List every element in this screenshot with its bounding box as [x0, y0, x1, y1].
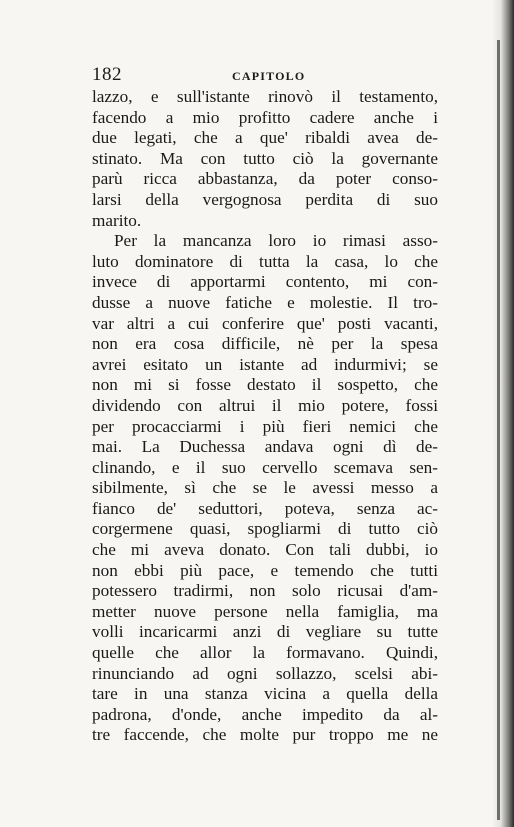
- text-line: larsi della vergognosa perdita di suo: [92, 189, 438, 209]
- text-line: facendo a mio profitto cadere anche i: [92, 107, 438, 127]
- text-line: padrona, d'onde, anche impedito da al-: [92, 704, 438, 724]
- text-line: corgermene quasi, spogliarmi di tutto ciò: [92, 519, 438, 539]
- text-line: tre faccende, che molte pur troppo me ne: [92, 725, 438, 745]
- body-text: [92, 87, 438, 746]
- text-line: clinando, e il suo cervello scemava sen-: [92, 457, 438, 477]
- text-line: potessero tradirmi, non solo ricusai d'am-: [92, 581, 438, 601]
- text-line: sibilmente, sì che se le avessi messo a: [92, 478, 438, 498]
- paragraph-2: [92, 231, 438, 746]
- text-line: metter nuove persone nella famiglia, ma: [92, 601, 438, 621]
- text-line: var altri a cui conferire que' posti vacanti,: [92, 313, 438, 333]
- text-line: parù ricca abbastanza, da poter conso-: [92, 169, 438, 189]
- text-line: volli incaricarmi anzi di vegliare su tutte: [92, 622, 438, 642]
- text-line: quelle che allor la formavano. Quindi,: [92, 643, 438, 663]
- text-line: dividendo con altrui il mio potere, fossi: [92, 395, 438, 415]
- text-line: lazzo, e sull'istante rinovò il testamento,: [92, 87, 438, 106]
- text-line: luto dominatore di tutta la casa, lo che: [92, 251, 438, 271]
- text-line: non ebbi più pace, e temendo che tutti: [92, 560, 438, 580]
- text-line: due legati, che a que' ribaldi avea de-: [92, 128, 438, 148]
- text-line: avrei esitato un istante ad indurmivi; se: [92, 354, 438, 374]
- text-line: non era cosa difficile, nè per la spesa: [92, 334, 438, 354]
- page-edge-line: [497, 40, 500, 820]
- text-line: mai. La Duchessa andava ogni dì de-: [92, 437, 438, 457]
- text-line: stinato. Ma con tutto ciò la governante: [92, 148, 438, 168]
- paragraph-1: [92, 87, 438, 231]
- text-line: per procacciarmi i più fieri nemici che: [92, 416, 438, 436]
- text-line: marito.: [92, 210, 142, 230]
- text-line: fianco de' seduttori, poteva, senza ac-: [92, 498, 438, 518]
- text-line: non mi si fosse destato il sospetto, che: [92, 375, 438, 395]
- text-line: Per la mancanza loro io rimasi asso-: [114, 231, 438, 251]
- text-line: tare in una stanza vicina a quella della: [92, 684, 438, 704]
- running-head: CAPITOLO: [232, 69, 306, 83]
- text-line: dusse a nuove fatiche e molestie. Il tro-: [92, 292, 438, 312]
- page-edge-shadow: [492, 0, 514, 827]
- text-line: che mi aveva donato. Con tali dubbi, io: [92, 540, 438, 560]
- text-line: invece di apportarmi contento, mi con-: [92, 272, 438, 292]
- text-line: rinunciando ad ogni sollazzo, scelsi abi-: [92, 663, 438, 683]
- page-number: 182: [92, 64, 122, 85]
- page-header: [92, 64, 438, 86]
